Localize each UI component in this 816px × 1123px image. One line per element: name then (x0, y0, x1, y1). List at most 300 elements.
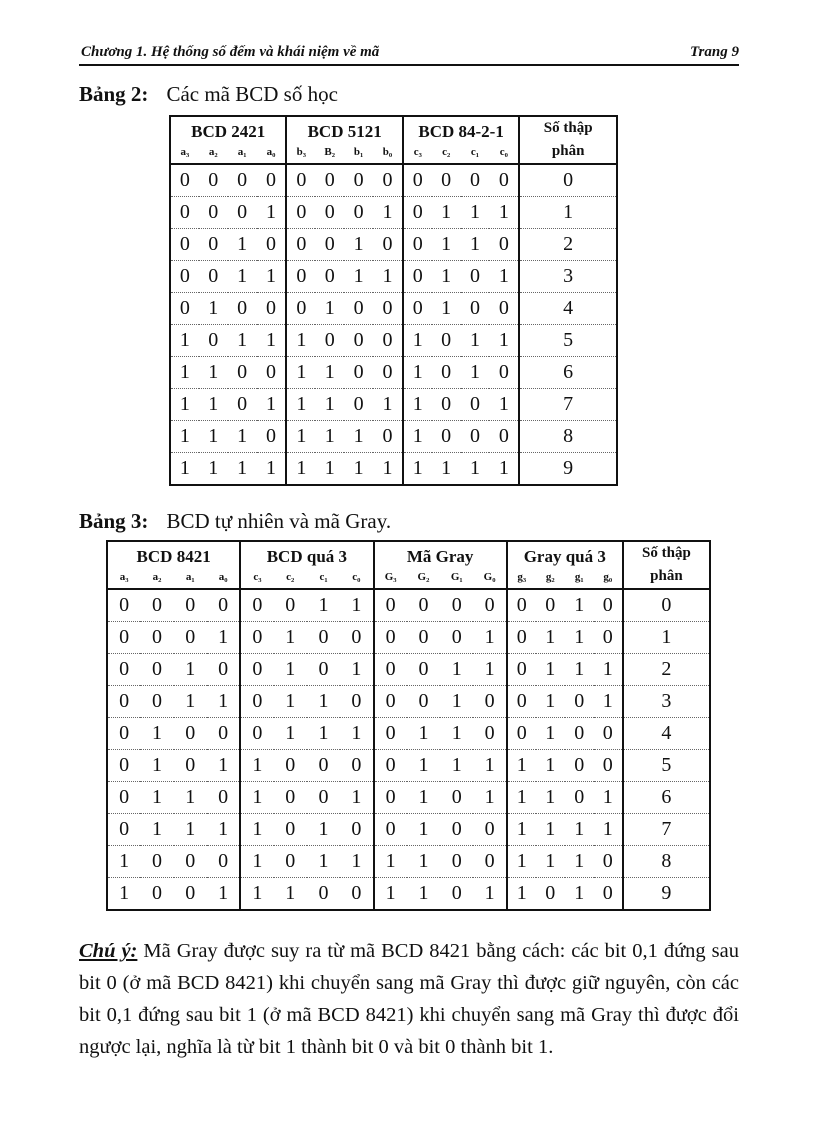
table3-bit-cell: 1 (340, 782, 373, 814)
table3-bit-cell: 0 (374, 718, 407, 750)
table3-bit-cell: 1 (440, 686, 473, 718)
table3-bit-cell: 1 (140, 814, 173, 846)
table3-bit-cell: 0 (440, 622, 473, 654)
table3-bit-cell: 0 (440, 814, 473, 846)
table2-bit-cell: 1 (470, 457, 481, 479)
table2-bit-cell: 0 (286, 164, 315, 197)
table3-bit-cell: 1 (407, 718, 440, 750)
table3-bit-header: g₂ (536, 567, 565, 589)
table2-bit-header: a₀ (257, 142, 287, 164)
table2-bit-cell: 1 (403, 421, 432, 453)
table2-bit-cell: 0 (228, 389, 257, 421)
table3-bit-cell: 0 (507, 686, 536, 718)
table2-bit-cell: 1 (170, 325, 199, 357)
table3-bit-cell: 1 (207, 814, 240, 846)
table2-bit-cell: 1 (286, 325, 315, 357)
table2-bit-cell: 0 (373, 293, 403, 325)
table3-bit-cell: 1 (307, 589, 340, 622)
table2-bit-cell: 0 (403, 293, 432, 325)
table2-bit-cell: 1 (432, 229, 461, 261)
table3-bit-cell: 0 (207, 654, 240, 686)
table3-bit-cell: 0 (565, 782, 594, 814)
table2-bit-cell: 0 (489, 293, 519, 325)
table2-bit-cell: 0 (461, 261, 490, 293)
table3-bit-cell: 0 (274, 846, 307, 878)
table3-group-header: Gray quá 3 (507, 541, 623, 567)
table2-bit-cell: 1 (489, 389, 519, 421)
table-row (170, 293, 617, 325)
table2-bit-cell: 0 (432, 421, 461, 453)
table3-bit-cell: 0 (240, 622, 273, 654)
table-row (170, 229, 617, 261)
table3-bit-cell: 0 (107, 589, 140, 622)
table3-bit-cell: 0 (536, 589, 565, 622)
table3-bit-cell: 1 (240, 814, 273, 846)
table2-bit-cell: 1 (353, 457, 364, 479)
table3-bit-cell: 1 (285, 882, 296, 904)
table3-bit-cell: 1 (507, 846, 536, 878)
table3-bit-cell: 1 (207, 622, 240, 654)
table2-bit-cell: 1 (315, 389, 344, 421)
table3-bit-cell: 1 (174, 686, 207, 718)
table3-bit-cell: 0 (473, 589, 506, 622)
table2-bit-header: b₁ (344, 142, 373, 164)
table3-bit-header: a₁ (174, 567, 207, 589)
table3-bit-cell: 0 (174, 622, 207, 654)
table2-bit-cell: 1 (228, 229, 257, 261)
table3-bit-cell: 1 (140, 718, 173, 750)
table3-bit-cell: 1 (594, 686, 623, 718)
table2-bit-cell: 1 (412, 457, 423, 479)
table3-bit-cell: 0 (207, 846, 240, 878)
table3-bit-cell: 1 (473, 782, 506, 814)
table2-bit-cell: 1 (373, 389, 403, 421)
table3-decimal-cell: 7 (623, 814, 710, 846)
table2-decimal-cell: 8 (519, 421, 617, 453)
table2-bit-cell: 1 (286, 357, 315, 389)
table3-bit-cell: 0 (107, 750, 140, 782)
table3-decimal-cell: 4 (623, 718, 710, 750)
table3-bit-cell: 1 (385, 882, 396, 904)
table3-bit-cell: 0 (507, 718, 536, 750)
table3-bit-cell: 0 (374, 589, 407, 622)
table2-bit-cell: 1 (228, 261, 257, 293)
table2-bit-cell: 0 (257, 357, 287, 389)
table3-bit-cell: 1 (473, 622, 506, 654)
table3-bit-cell: 0 (107, 718, 140, 750)
table3-bit-cell: 0 (174, 718, 207, 750)
table3-bit-header: a₂ (140, 567, 173, 589)
note-text: Mã Gray được suy ra từ mã BCD 8421 bằng cách: các bit 0,1 đứng sau bit 0 (ở mã BCD 8421) khi chuyển sang mã Gray thì được giữ nguyên, còn các bit 0,1 đứng sau bit 1 (ở mã BCD 8421) khi chuyển sang mã Gray thì được đổi ngược lại, nghĩa là từ bit 1 thành bit 0 và bit 0 thành bit 1. (79, 940, 739, 1058)
table2-bit-cell: 1 (228, 325, 257, 357)
table3-bit-cell: 0 (440, 782, 473, 814)
table-row (170, 389, 617, 421)
table-row (107, 878, 710, 911)
table3-bit-cell: 1 (340, 654, 373, 686)
table3-bit-cell: 0 (174, 589, 207, 622)
table2-bit-cell: 1 (315, 357, 344, 389)
table3-bit-cell: 0 (307, 622, 340, 654)
table2-bit-cell: 1 (373, 453, 403, 486)
table2-bit-cell: 0 (199, 261, 228, 293)
table3-bit-header: a₃ (107, 567, 140, 589)
table2-bit-cell: 1 (403, 357, 432, 389)
table2-bit-cell: 1 (461, 229, 490, 261)
table3-bit-cell: 1 (536, 814, 565, 846)
table3-bit-cell: 0 (207, 718, 240, 750)
table2-bit-cell: 1 (170, 357, 199, 389)
table3-bit-header: G₂ (407, 567, 440, 589)
table2-bit-cell: 1 (170, 421, 199, 453)
table3-bit-cell: 0 (307, 654, 340, 686)
table3-decimal-cell: 9 (661, 882, 672, 904)
table3-bit-cell: 0 (594, 718, 623, 750)
table3-bit-cell: 1 (407, 750, 440, 782)
table3-bit-cell: 1 (274, 718, 307, 750)
table2-bit-cell: 1 (315, 293, 344, 325)
note-paragraph (79, 935, 739, 1063)
table2-bit-header: B₂ (315, 142, 344, 164)
table-row (107, 846, 710, 878)
table3-bit-header: c₀ (340, 567, 373, 589)
table3-bit-cell: 0 (274, 750, 307, 782)
table2-bit-cell: 0 (228, 164, 257, 197)
table3-bit-cell: 1 (274, 654, 307, 686)
table3-bit-cell: 1 (507, 782, 536, 814)
table3-title: BCD tự nhiên và mã Gray. (166, 509, 392, 533)
table3-bit-cell: 1 (565, 622, 594, 654)
table2-bit-cell: 1 (403, 389, 432, 421)
table2-bit-cell: 0 (199, 229, 228, 261)
table3-bit-cell: 0 (374, 686, 407, 718)
table3-caption (79, 509, 391, 534)
table2-bit-cell: 0 (170, 293, 199, 325)
table2-bit-cell: 0 (373, 357, 403, 389)
table2-bit-header: b₃ (286, 142, 315, 164)
table3-bit-cell: 0 (140, 654, 173, 686)
table3-bit-cell: 0 (594, 622, 623, 654)
table3-bit-cell: 1 (536, 846, 565, 878)
table-row (170, 261, 617, 293)
table2-bit-cell: 0 (489, 357, 519, 389)
table3-bit-cell: 1 (440, 718, 473, 750)
table2-decimal-cell: 4 (519, 293, 617, 325)
table-row (170, 164, 617, 197)
table3-bit-cell: 0 (545, 882, 556, 904)
table2-bit-header: c₂ (432, 142, 461, 164)
table2-bit-cell: 1 (199, 389, 228, 421)
table3-bit-cell: 0 (107, 622, 140, 654)
table3-bit-cell: 0 (274, 589, 307, 622)
table2-bit-cell: 1 (257, 261, 287, 293)
table2-bit-cell: 0 (286, 261, 315, 293)
table3-bit-cell: 0 (140, 846, 173, 878)
table3-decimal-cell: 2 (623, 654, 710, 686)
table3-bit-cell: 1 (140, 750, 173, 782)
table2-bit-cell: 0 (344, 293, 373, 325)
page-header (79, 42, 739, 66)
table-row (107, 718, 710, 750)
table3-bit-cell: 1 (240, 750, 273, 782)
table3-bit-cell: 0 (374, 814, 407, 846)
table2-bit-cell: 1 (199, 357, 228, 389)
table3-bit-header: c₃ (240, 567, 273, 589)
table2-bit-cell: 1 (461, 357, 490, 389)
table3-bit-cell: 0 (274, 814, 307, 846)
table2-bit-cell: 1 (257, 389, 287, 421)
table2-bit-cell: 1 (373, 261, 403, 293)
table3-decimal-cell: 1 (623, 622, 710, 654)
table2-bit-cell: 1 (315, 421, 344, 453)
table3-bit-cell: 0 (507, 622, 536, 654)
table3-bit-cell: 1 (594, 814, 623, 846)
table2-bit-cell: 0 (403, 197, 432, 229)
table3-bit-cell: 1 (565, 654, 594, 686)
table2 (169, 115, 618, 486)
table3-bit-cell: 0 (207, 782, 240, 814)
table2-bit-cell: 0 (373, 325, 403, 357)
table2-bit-cell: 1 (208, 457, 219, 479)
table2-bit-cell: 0 (432, 389, 461, 421)
table3-bit-cell: 0 (318, 882, 329, 904)
table3-bit-cell: 1 (507, 814, 536, 846)
table3-bit-cell: 1 (574, 882, 585, 904)
table3-bit-cell: 0 (274, 782, 307, 814)
table2-bit-header: a₂ (199, 142, 228, 164)
table3-bit-cell: 1 (307, 718, 340, 750)
table2-decimal-cell: 1 (519, 197, 617, 229)
table3-bit-cell: 0 (185, 882, 196, 904)
table3-bit-header: c₂ (274, 567, 307, 589)
table2-bit-header: c₁ (461, 142, 490, 164)
table2-bit-cell: 1 (489, 453, 519, 486)
table3-bit-header: G₀ (473, 567, 506, 589)
table2-label: Bảng 2: (79, 82, 149, 106)
table2-bit-cell: 0 (403, 229, 432, 261)
table2-bit-cell: 1 (179, 457, 190, 479)
table2-bit-cell: 0 (228, 293, 257, 325)
table2-bit-cell: 1 (237, 457, 248, 479)
table3-bit-cell: 1 (594, 654, 623, 686)
table3-bit-cell: 1 (536, 718, 565, 750)
table3-decimal-cell: 6 (623, 782, 710, 814)
table3-bit-cell: 1 (174, 814, 207, 846)
table3-bit-cell: 0 (407, 686, 440, 718)
table3-bit-cell: 0 (473, 718, 506, 750)
table2-bit-cell: 0 (344, 164, 373, 197)
table3-bit-cell: 0 (473, 846, 506, 878)
table3-bit-cell: 0 (594, 589, 623, 622)
table3-decimal-cell: 0 (623, 589, 710, 622)
table3-bit-cell: 0 (151, 882, 162, 904)
table3-bit-cell: 0 (107, 814, 140, 846)
table3-bit-cell: 1 (240, 846, 273, 878)
note-label: Chú ý: (79, 940, 138, 962)
table3-decimal-header: Số thập phân (623, 541, 710, 589)
table2-decimal-cell: 5 (519, 325, 617, 357)
table2-bit-cell: 1 (373, 197, 403, 229)
table3-bit-cell: 1 (594, 782, 623, 814)
table2-bit-cell: 0 (432, 164, 461, 197)
table2-bit-cell: 1 (257, 453, 287, 486)
table3-bit-header: a₀ (207, 567, 240, 589)
table2-bit-cell: 1 (403, 325, 432, 357)
table3-bit-cell: 1 (240, 782, 273, 814)
table3-bit-cell: 1 (307, 846, 340, 878)
table-row (107, 782, 710, 814)
table2-group-header: BCD 5121 (286, 116, 402, 142)
table2-bit-cell: 0 (199, 164, 228, 197)
table3-bit-cell: 0 (565, 750, 594, 782)
table3-bit-cell: 0 (107, 654, 140, 686)
table3-bit-cell: 1 (536, 622, 565, 654)
table-row (170, 357, 617, 389)
table3-bit-cell: 0 (507, 589, 536, 622)
table3-bit-cell: 1 (418, 882, 429, 904)
chapter-title: Chương 1. Hệ thống số đếm và khái niệm về mã (81, 44, 380, 60)
table3-bit-cell: 1 (207, 878, 240, 911)
table3-decimal-cell: 8 (623, 846, 710, 878)
table3-bit-cell: 0 (340, 686, 373, 718)
table-row (107, 589, 710, 622)
table2-bit-header: a₃ (170, 142, 199, 164)
table2-decimal-cell: 6 (519, 357, 617, 389)
table2-bit-cell: 1 (170, 389, 199, 421)
table3-bit-cell: 0 (340, 750, 373, 782)
table2-bit-header: b₀ (373, 142, 403, 164)
table3-bit-cell: 0 (307, 750, 340, 782)
table3-bit-cell: 0 (340, 622, 373, 654)
table3-bit-cell: 0 (340, 814, 373, 846)
table2-bit-cell: 1 (344, 421, 373, 453)
table2-bit-cell: 0 (315, 229, 344, 261)
table2-bit-cell: 0 (315, 261, 344, 293)
table2-decimal-cell: 0 (519, 164, 617, 197)
table3-bit-cell: 1 (252, 882, 263, 904)
table2-bit-cell: 0 (373, 229, 403, 261)
table3-bit-cell: 0 (473, 686, 506, 718)
table2-bit-cell: 0 (461, 421, 490, 453)
table3-group-header: Mã Gray (374, 541, 507, 567)
table3-bit-cell: 1 (565, 814, 594, 846)
table2-bit-cell: 0 (257, 421, 287, 453)
table3-bit-cell: 1 (340, 718, 373, 750)
table-row (107, 750, 710, 782)
table3-bit-cell: 0 (140, 686, 173, 718)
table2-bit-cell: 1 (286, 421, 315, 453)
table2-decimal-cell: 3 (519, 261, 617, 293)
table2-bit-cell: 0 (286, 293, 315, 325)
table2-bit-cell: 1 (286, 389, 315, 421)
table2-bit-cell: 1 (489, 261, 519, 293)
table3-bit-cell: 1 (119, 882, 130, 904)
table2-bit-cell: 0 (344, 389, 373, 421)
table2-bit-cell: 0 (170, 197, 199, 229)
table3-bit-cell: 1 (207, 750, 240, 782)
table2-decimal-cell: 7 (519, 389, 617, 421)
table3-bit-cell: 0 (407, 589, 440, 622)
table3-bit-cell: 1 (440, 654, 473, 686)
table2-bit-cell: 0 (461, 293, 490, 325)
table2-bit-cell: 0 (170, 229, 199, 261)
table3-bit-header: g₁ (565, 567, 594, 589)
table3-bit-header: c₁ (307, 567, 340, 589)
table3-bit-cell: 0 (451, 882, 462, 904)
table2-title: Các mã BCD số học (166, 82, 338, 106)
table2-decimal-cell: 9 (563, 457, 574, 479)
table3-bit-cell: 0 (107, 686, 140, 718)
table-row (170, 421, 617, 453)
table2-bit-cell: 0 (489, 421, 519, 453)
table2-bit-cell: 1 (461, 325, 490, 357)
table2-bit-cell: 0 (489, 164, 519, 197)
table2-bit-cell: 0 (257, 293, 287, 325)
table3-bit-cell: 0 (240, 686, 273, 718)
table3-bit-cell: 0 (140, 589, 173, 622)
table3-bit-cell: 1 (507, 750, 536, 782)
table3-bit-cell: 1 (107, 846, 140, 878)
table3-bit-cell: 0 (594, 750, 623, 782)
table2-bit-cell: 0 (315, 325, 344, 357)
table3-bit-cell: 0 (174, 750, 207, 782)
table3-bit-cell: 0 (240, 654, 273, 686)
table2-bit-cell: 1 (432, 293, 461, 325)
table2-bit-header: c₀ (489, 142, 519, 164)
table2-bit-header: c₃ (403, 142, 432, 164)
table-row (170, 197, 617, 229)
table3-bit-cell: 0 (374, 654, 407, 686)
table2-bit-cell: 1 (344, 229, 373, 261)
table-row (107, 622, 710, 654)
table2-bit-cell: 0 (344, 197, 373, 229)
page-number: Trang 9 (689, 44, 739, 60)
table3-bit-header: G₃ (374, 567, 407, 589)
table3-bit-cell: 1 (565, 846, 594, 878)
table3-bit-cell: 1 (407, 782, 440, 814)
table-row (107, 654, 710, 686)
table3-bit-cell: 0 (565, 718, 594, 750)
table2-bit-cell: 1 (489, 197, 519, 229)
table2-bit-cell: 0 (315, 164, 344, 197)
table3-bit-cell: 0 (594, 878, 623, 911)
table-row (107, 686, 710, 718)
table2-bit-cell: 1 (199, 421, 228, 453)
table3-bit-cell: 1 (536, 654, 565, 686)
table3-bit-cell: 1 (140, 782, 173, 814)
table3-bit-cell: 0 (240, 718, 273, 750)
table2-bit-cell: 1 (296, 457, 307, 479)
table2-bit-cell: 0 (257, 164, 287, 197)
table2-bit-cell: 0 (403, 261, 432, 293)
table2-bit-cell: 0 (403, 164, 432, 197)
table2-decimal-header: Số thập phân (519, 116, 617, 164)
table3-bit-cell: 1 (536, 782, 565, 814)
table-row (107, 814, 710, 846)
table3-bit-cell: 0 (407, 622, 440, 654)
table3-bit-header: G₁ (440, 567, 473, 589)
table3-bit-cell: 0 (374, 622, 407, 654)
table2-bit-cell: 1 (257, 197, 287, 229)
table2-bit-cell: 0 (170, 261, 199, 293)
table2-bit-cell: 0 (344, 325, 373, 357)
table2-group-header: BCD 2421 (170, 116, 286, 142)
table3-bit-cell: 0 (407, 654, 440, 686)
table2-bit-cell: 1 (441, 457, 452, 479)
table3-bit-cell: 1 (407, 814, 440, 846)
table3-bit-cell: 1 (274, 686, 307, 718)
table3-bit-cell: 0 (207, 589, 240, 622)
table3-bit-cell: 1 (174, 782, 207, 814)
